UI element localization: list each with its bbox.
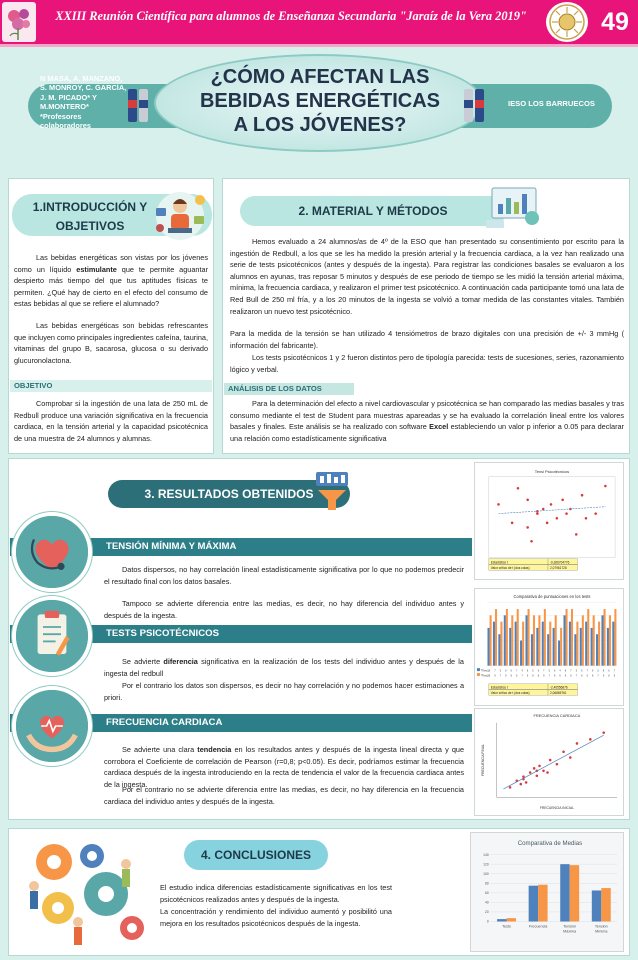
bar (598, 622, 600, 666)
data-point (569, 756, 572, 759)
material-heading: 2. MATERIAL Y MÉTODOS (240, 196, 506, 226)
chart-title: Tensi Psicotécnicos (534, 468, 570, 474)
data-point (594, 512, 597, 515)
bar (525, 615, 527, 665)
bar (522, 622, 524, 666)
bar (607, 628, 609, 666)
data-point (549, 759, 552, 762)
tension-scatter-svg (475, 463, 623, 579)
trend-line (503, 735, 603, 789)
bar (555, 615, 557, 665)
bar (566, 609, 568, 666)
bar (538, 615, 540, 665)
data-point (576, 742, 579, 745)
data-point (589, 738, 592, 741)
stats-row-label: Estadístico t (490, 560, 508, 565)
table-cell: 5 (499, 669, 502, 673)
table-cell: 9 (543, 674, 545, 678)
data-point (565, 512, 568, 515)
table-cell: 9 (570, 674, 572, 678)
y-axis-label: FRECUENCIA FINAL (480, 744, 485, 776)
table-cell: 7 (494, 669, 496, 673)
data-point (533, 767, 536, 770)
data-point (604, 485, 607, 488)
bar (547, 634, 549, 665)
bar (493, 622, 495, 666)
table-cell: 9 (564, 674, 567, 678)
table-cell: 5 (597, 669, 599, 673)
bar (587, 609, 589, 666)
header-divider (0, 44, 638, 47)
table-cell: 9 (613, 674, 616, 678)
table-cell: 7 (499, 674, 502, 678)
table-cell: 6 (537, 669, 540, 673)
table-cell: 7 (597, 674, 599, 678)
bar (507, 918, 516, 921)
data-point (546, 522, 549, 525)
bar (604, 609, 606, 666)
x-tick-label: Máxima (563, 929, 577, 934)
intro-paragraph-1: Las bebidas energéticas son vistas por los jóvenes como un líquido estimulante que te permite aguantar despierto más tiempo del que tus aptitudes físicas te permiten. ¿Qué hay de cierto en el efecto del consumo de estas bebidas al que se refiere el alumnado? (14, 253, 208, 309)
page-title: ¿CÓMO AFECTAN LAS BEBIDAS ENERGÉTICAS A LOS JÓVENES? (199, 66, 441, 136)
data-point (562, 750, 565, 753)
heart-stethoscope-icon (12, 512, 92, 592)
frecuencia-scatter-svg (475, 709, 623, 815)
bar (538, 885, 547, 922)
table-cell: 7 (521, 674, 523, 678)
y-tick-label: 140 (483, 852, 489, 857)
bar (569, 622, 571, 666)
school-name: IESO LOS BARRUECOS (508, 99, 595, 108)
bar (517, 609, 519, 666)
bar (596, 634, 598, 665)
x-tick-label: Tensión (594, 924, 608, 929)
header-bar (0, 0, 638, 44)
x-tick-label: Frecuencia (528, 924, 548, 929)
flower-logo-icon (2, 2, 36, 42)
table-cell: 8 (532, 674, 534, 678)
table-cell: 9 (505, 674, 507, 678)
tension-chart (474, 462, 624, 580)
bar (614, 609, 616, 666)
table-cell: 5 (548, 669, 550, 673)
legend-swatch (477, 668, 480, 671)
tests-chart (474, 588, 624, 706)
bar (570, 865, 579, 921)
data-point (550, 503, 553, 506)
bar (509, 628, 511, 666)
bar (601, 615, 603, 665)
table-cell: 8 (602, 669, 605, 673)
bar (560, 628, 562, 666)
table-cell: 8 (554, 674, 556, 678)
table-cell: 9 (602, 674, 605, 678)
x-tick-label: Tensión (563, 924, 577, 929)
data-point (542, 508, 545, 511)
table-cell: 6 (559, 674, 561, 678)
frecuencia-paragraph-2: Por el contrario no se advierte diferencia entre las medias, es decir, no hay diferencia en la frecuencia cardiaca del individuo antes y después de la ingesta. (104, 785, 464, 806)
means-bar-svg (471, 833, 623, 951)
bar (544, 609, 546, 666)
table-cell: 5 (532, 669, 534, 673)
table-cell: 8 (488, 674, 491, 678)
data-point (509, 786, 512, 789)
data-point (536, 512, 539, 515)
stats-row-value: -0,306704776 (549, 560, 570, 565)
bar (558, 641, 560, 666)
conclusions-heading: 4. CONCLUSIONES (184, 840, 328, 870)
stats-row-value: -2,40556876 (549, 685, 568, 690)
bar (563, 615, 565, 665)
bar (487, 628, 489, 666)
bar (511, 615, 513, 665)
frecuencia-bar: FRECUENCIA CARDIACA (10, 714, 472, 732)
x-tick-label: Tests (502, 924, 511, 929)
stats-row-value: 2,07961728 (549, 566, 567, 571)
bar (520, 641, 522, 666)
table-cell: 6 (608, 669, 610, 673)
data-point (581, 494, 584, 497)
bar (490, 615, 492, 665)
legend-label: ºTest2 (480, 673, 490, 678)
clipboard-icon (12, 596, 92, 676)
data-funnel-icon (312, 470, 352, 514)
table-cell: 7 (613, 669, 616, 673)
bar (574, 634, 576, 665)
data-analysis-icon (484, 184, 544, 230)
bar (549, 622, 551, 666)
tension-paragraph-2: Tampoco se advierte diferencia entre las medias, es decir, no hay diferencia del individuo antes y después de la ingesta. (104, 599, 464, 620)
results-heading: 3. RESULTADOS OBTENIDOS (108, 480, 350, 508)
plot-area (489, 477, 615, 558)
table-cell: 9 (586, 674, 588, 678)
data-point (511, 522, 514, 525)
tests-paragraph-1: Se advierte diferencia significativa en la realización de los tests del individuo antes y después de la ingesta del redbull (104, 657, 464, 678)
bar (498, 634, 500, 665)
table-cell: 9 (494, 674, 496, 678)
stats-row-label: Estadístico t (490, 685, 508, 690)
table-cell: 8 (505, 669, 507, 673)
conclusions-paragraph-1: El estudio indica diferencias estadísticamente significativas en los test psicotécnicos realizados antes y después de la ingesta. (160, 883, 392, 904)
table-cell: 6 (581, 669, 583, 673)
data-point (556, 517, 559, 520)
data-point (561, 499, 564, 502)
bar (528, 609, 530, 666)
y-tick-label: 20 (485, 910, 489, 915)
data-point (530, 540, 533, 543)
bar (560, 864, 569, 921)
table-cell: 7 (516, 669, 518, 673)
y-tick-label: 80 (485, 881, 489, 886)
authors: N MASA, A. MANZANO, S. MONROY, C. GARCÍA, J. M. PICADO* Y M.MONTERO* *Profesores colaboradores (40, 74, 127, 131)
bar (531, 634, 533, 665)
table-cell: 8 (537, 674, 540, 678)
data-point (585, 517, 588, 520)
bar (542, 622, 544, 666)
intro-paragraph-2: Las bebidas energéticas son bebidas refrescantes que incluyen como principales ingredientes cafeína, taurina, vitaminas del grupo B, sacarosa, glucosa o su derivado glucuronolactona. (14, 321, 208, 365)
table-cell: 5 (575, 669, 578, 673)
poster-number: 49 (601, 8, 629, 36)
objetivo-text: Comprobar si la ingestión de una lata de 250 mL de Redbull produce una variación significativa en la frecuencia cardiaca, en la tensión arterial y la capacidad psicotécnica de una muestra de 24 alumnos y alumnas. (14, 399, 208, 443)
bar (495, 609, 497, 666)
table-cell: 8 (608, 674, 610, 678)
table-cell: 4 (559, 669, 561, 673)
bar (497, 919, 506, 921)
tension-bar: TENSIÓN MÍNIMA Y MÁXIMA (10, 538, 472, 556)
tests-paragraph-2: Por el contrario los datos son dispersos, es decir no hay correlación y no podemos hacer estimaciones a priori. (104, 681, 464, 702)
heart-hands-icon (12, 686, 92, 766)
bar (504, 615, 506, 665)
bar (612, 622, 614, 666)
data-point (517, 487, 520, 490)
frecuencia-paragraph-1: Se advierte una clara tendencia en los resultados antes y después de la ingesta lineal directa y que corrobora el Coeficiente de correlación de Pearson (r=0,8; p<0.05). Es decir, podríamos estimar la frecuencia cardiaca después de la ingesta introduciendo en la recta de tendencia el valor de la frecuencia cardiaca antes de la ingesta. (104, 745, 465, 789)
data-point (525, 781, 528, 784)
table-cell: 6 (510, 669, 512, 673)
y-tick-label: 60 (485, 891, 489, 896)
bar (515, 622, 517, 666)
analysis-text: Para la determinación del efecto a nivel cardiovascular y psicotécnica se han comparado las medias basales y tras consumo mediante el test de Student para muestras apareadas y se ha evaluado la correlación lineal entre los valores basales y finales. Este análisis se ha realizado con software Excel estableciendo un valor p inferior a 0.05 para declarar una relación como estadísticamente significativa (230, 399, 624, 443)
table-cell: 6 (488, 669, 491, 673)
stats-row-label: Valor crítico de t (dos colas) (490, 691, 530, 696)
x-axis-label: FRECUENCIA INICIAL (539, 806, 574, 811)
y-tick-label: 120 (483, 862, 489, 867)
legend-swatch (477, 673, 480, 676)
data-point (546, 771, 549, 774)
material-paragraph-2: Para la medida de la tensión se han utilizado 4 tensiómetros de brazo digitales con una precisión de +/- 3 mmHg ( información del fabricante). (230, 329, 624, 350)
material-paragraph-3: Los tests psicotécnicos 1 y 2 fueron distintos pero de tipología parecida: tests de sucesiones, series, razonamiento lógico y verbal. (230, 353, 624, 374)
material-paragraph-1: Hemos evaluado a 24 alumnos/as de 4º de la ESO que han presentado su consentimiento por escrito para la ingestión de Redbull, a los que se les ha medido la presión arterial y la frecuencia cardiaca, a la vez han realizado una serie de tests psicotécnicos (antes y después de la ingesta). Para registrar las condiciones basales se evaluaron a los alumnos en ayunas, tras reposar 5 minutos y después de ese periodo de tiempo se les midió la tensión arterial máxima, mínima, la frecuencia cardiaca, y realizaron el primer test psicotécnico. A continuación cada participante tomó una lata de Red Bull de 250 ml fría, y a los 20 minutos de la ingesta se volvió a tomar medida de las constantes vitales. También realizaron un nuevo test psicotécnico. (230, 237, 624, 316)
bar (553, 628, 555, 666)
chart-title: Comparativa de puntuaciones en los tests (513, 593, 591, 599)
table-cell: 6 (554, 669, 556, 673)
table-cell: 4 (521, 669, 523, 673)
table-cell: 8 (564, 669, 567, 673)
table-cell: 7 (570, 669, 572, 673)
objetivo-label: OBJETIVO (10, 380, 212, 392)
bar (593, 615, 595, 665)
tests-bar: TESTS PSICOTÉCNICOS (10, 625, 472, 643)
bar (529, 886, 538, 922)
table-cell: 8 (581, 674, 583, 678)
tension-paragraph-1: Datos dispersos, no hay correlación lineal estadísticamente significativa por lo que no podemos predecir el resultado final con los datos basales. (104, 565, 464, 586)
bar (506, 609, 508, 666)
y-tick-label: 40 (485, 900, 489, 905)
data-point (526, 526, 529, 529)
data-point (556, 763, 559, 766)
data-point (542, 770, 545, 773)
chart-title: Comparativa de Medias (517, 839, 583, 847)
table-cell: 8 (526, 669, 529, 673)
energy-can-icon (126, 86, 150, 124)
data-point (529, 771, 532, 774)
analysis-label: ANÁLISIS DE LOS DATOS (224, 383, 354, 395)
legend-label: ºTest1 (480, 668, 490, 673)
y-tick-label: 100 (483, 871, 489, 876)
bar (582, 615, 584, 665)
bar (609, 615, 611, 665)
stats-row-value: 2,06865761 (549, 691, 567, 696)
x-tick-label: Mínima (595, 929, 608, 934)
table-cell: 7 (575, 674, 578, 678)
intro-heading: 1.INTRODUCCIÓN Y OBJETIVOS (12, 194, 212, 236)
stats-row-label: Valor crítico de t (dos colas) (490, 566, 530, 571)
data-point (519, 783, 522, 786)
data-point (526, 499, 529, 502)
bar (500, 622, 502, 666)
table-cell: 9 (516, 674, 518, 678)
bar (533, 615, 535, 665)
tests-bar-svg (475, 589, 623, 705)
table-cell: 7 (586, 669, 588, 673)
data-point (536, 775, 539, 778)
data-point (602, 731, 605, 734)
table-cell: 7 (548, 674, 550, 678)
gears-team-icon (14, 834, 154, 950)
energy-can-icon (462, 86, 486, 124)
table-cell: 7 (543, 669, 545, 673)
bar (571, 609, 573, 666)
y-tick-label: 0 (486, 919, 489, 924)
data-point (497, 503, 500, 506)
table-cell: 8 (510, 674, 512, 678)
bar (592, 890, 601, 921)
bar (536, 628, 538, 666)
data-point (538, 765, 541, 768)
table-cell: 8 (592, 674, 594, 678)
chart-title: FRECUENCIA CARDIACA (533, 712, 581, 718)
seal-icon (546, 2, 588, 42)
bar (585, 622, 587, 666)
data-point (575, 533, 578, 536)
conclusions-paragraph-2: La concentración y rendimiento del individuo aumentó y posibilitó una mejora en los resultados psicotécnicos después de la ingesta. (160, 907, 392, 928)
busy-person-icon (150, 186, 210, 244)
frecuencia-chart (474, 708, 624, 816)
means-chart (470, 832, 624, 952)
table-cell: 9 (526, 674, 529, 678)
table-cell: 6 (592, 669, 594, 673)
bar (580, 628, 582, 666)
bar (576, 622, 578, 666)
bar (591, 628, 593, 666)
bar (601, 888, 610, 921)
header-title: XXIII Reunión Científica para alumnos de Enseñanza Secundaria "Jaraíz de la Vera 2019" (55, 9, 527, 23)
